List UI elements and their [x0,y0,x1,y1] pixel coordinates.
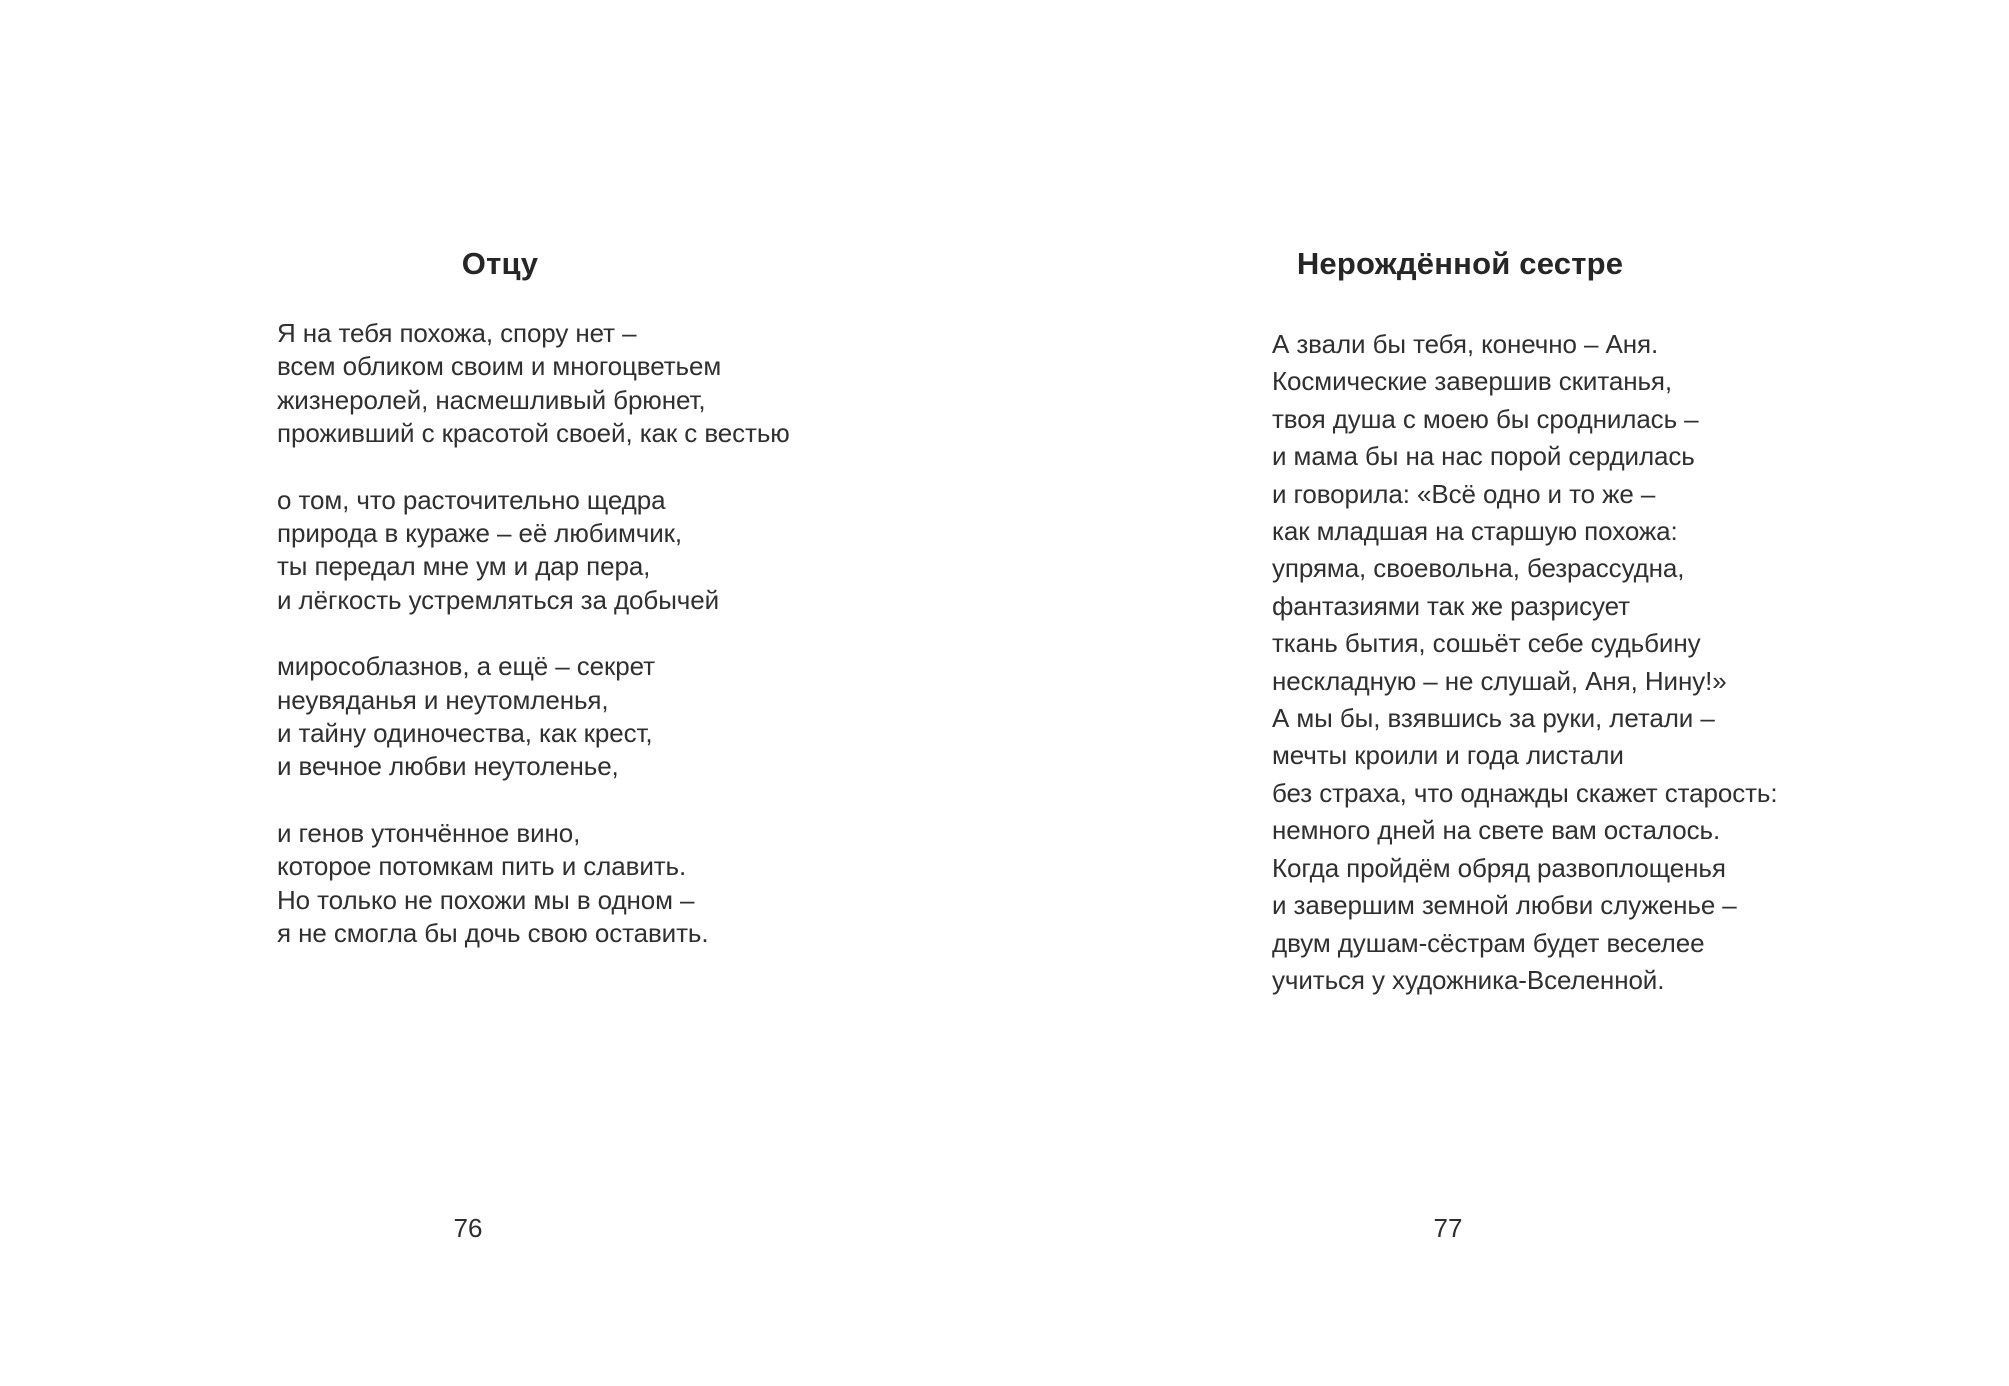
poem-line: двум душам-сёстрам будет веселее [1272,927,1705,958]
poem-line: проживший с красотой своей, как с вестью [277,418,790,449]
poem-line: Но только не похожи мы в одном – [277,884,695,915]
poem-line: которое потомкам пить и славить. [277,851,687,882]
poem-line: о том, что расточительно щедра [277,484,666,515]
poem-title-left: Отцу [461,246,539,281]
stanza [277,650,790,784]
poem-body-left [277,317,790,951]
poem-line: твоя душа с моею бы сроднилась – [1272,403,1699,434]
poem-line: ты передал мне ум и дар пера, [277,551,651,582]
page-right [1004,0,2009,1386]
poem-line: А мы бы, взявшись за руки, летали – [1272,703,1715,734]
stanza [277,484,790,618]
poem-line: упряма, своевольна, безрассудна, [1272,553,1685,584]
stanza [277,317,790,451]
poem-line: жизнеролей, насмешливый брюнет, [277,384,706,415]
poem-line: и завершим земной любви служенье – [1272,890,1737,921]
stanza [1272,326,1777,999]
poem-line: немного дней на свете вам осталось. [1272,815,1721,846]
poem-line: природа в кураже – её любимчик, [277,518,683,549]
poem-line: как младшая на старшую похожа: [1272,516,1678,547]
poem-line: без страха, что однажды скажет старость: [1272,777,1778,808]
poem-line: Космические завершив скитанья, [1272,366,1673,397]
poem-line: всем обликом своим и многоцветьем [277,351,722,382]
poem-line: Я на тебя похожа, спору нет – [277,318,637,348]
poem-title-right: Нерождённой сестре [1296,246,1624,281]
poem-line: Когда пройдём обряд развоплощенья [1272,852,1726,883]
poem-body-right [1272,326,1777,999]
poem-line: неувяданья и неутомленья, [277,684,609,715]
page-left [0,0,1004,1386]
poem-line: и мама бы на нас порой сердилась [1272,441,1695,472]
poem-line: я не смогла бы дочь свою оставить. [277,918,709,949]
poem-line: А звали бы тебя, конечно – Аня. [1272,329,1659,359]
poem-line: и тайну одиночества, как крест, [277,718,653,749]
poem-line: и вечное любви неутоленье, [277,751,619,782]
poem-line: и генов утончённое вино, [277,817,581,848]
poem-line: и лёгкость устремляться за добычей [277,584,720,615]
poem-line: и говорила: «Всё одно и то же – [1272,478,1656,509]
page-number-right: 77 [1433,1213,1463,1243]
poem-line: учиться у художника-Вселенной. [1272,964,1665,995]
poem-line: ткань бытия, сошьёт себе судьбину [1272,628,1701,659]
poem-line: нескладную – не слушай, Аня, Нину!» [1272,665,1727,696]
page-number-left: 76 [453,1213,483,1243]
stanza [277,817,790,951]
poem-line: фантазиями так же разрисует [1272,590,1630,621]
poem-line: мечты кроили и года листали [1272,740,1624,771]
poem-line: мирособлазнов, а ещё – секрет [277,651,655,682]
